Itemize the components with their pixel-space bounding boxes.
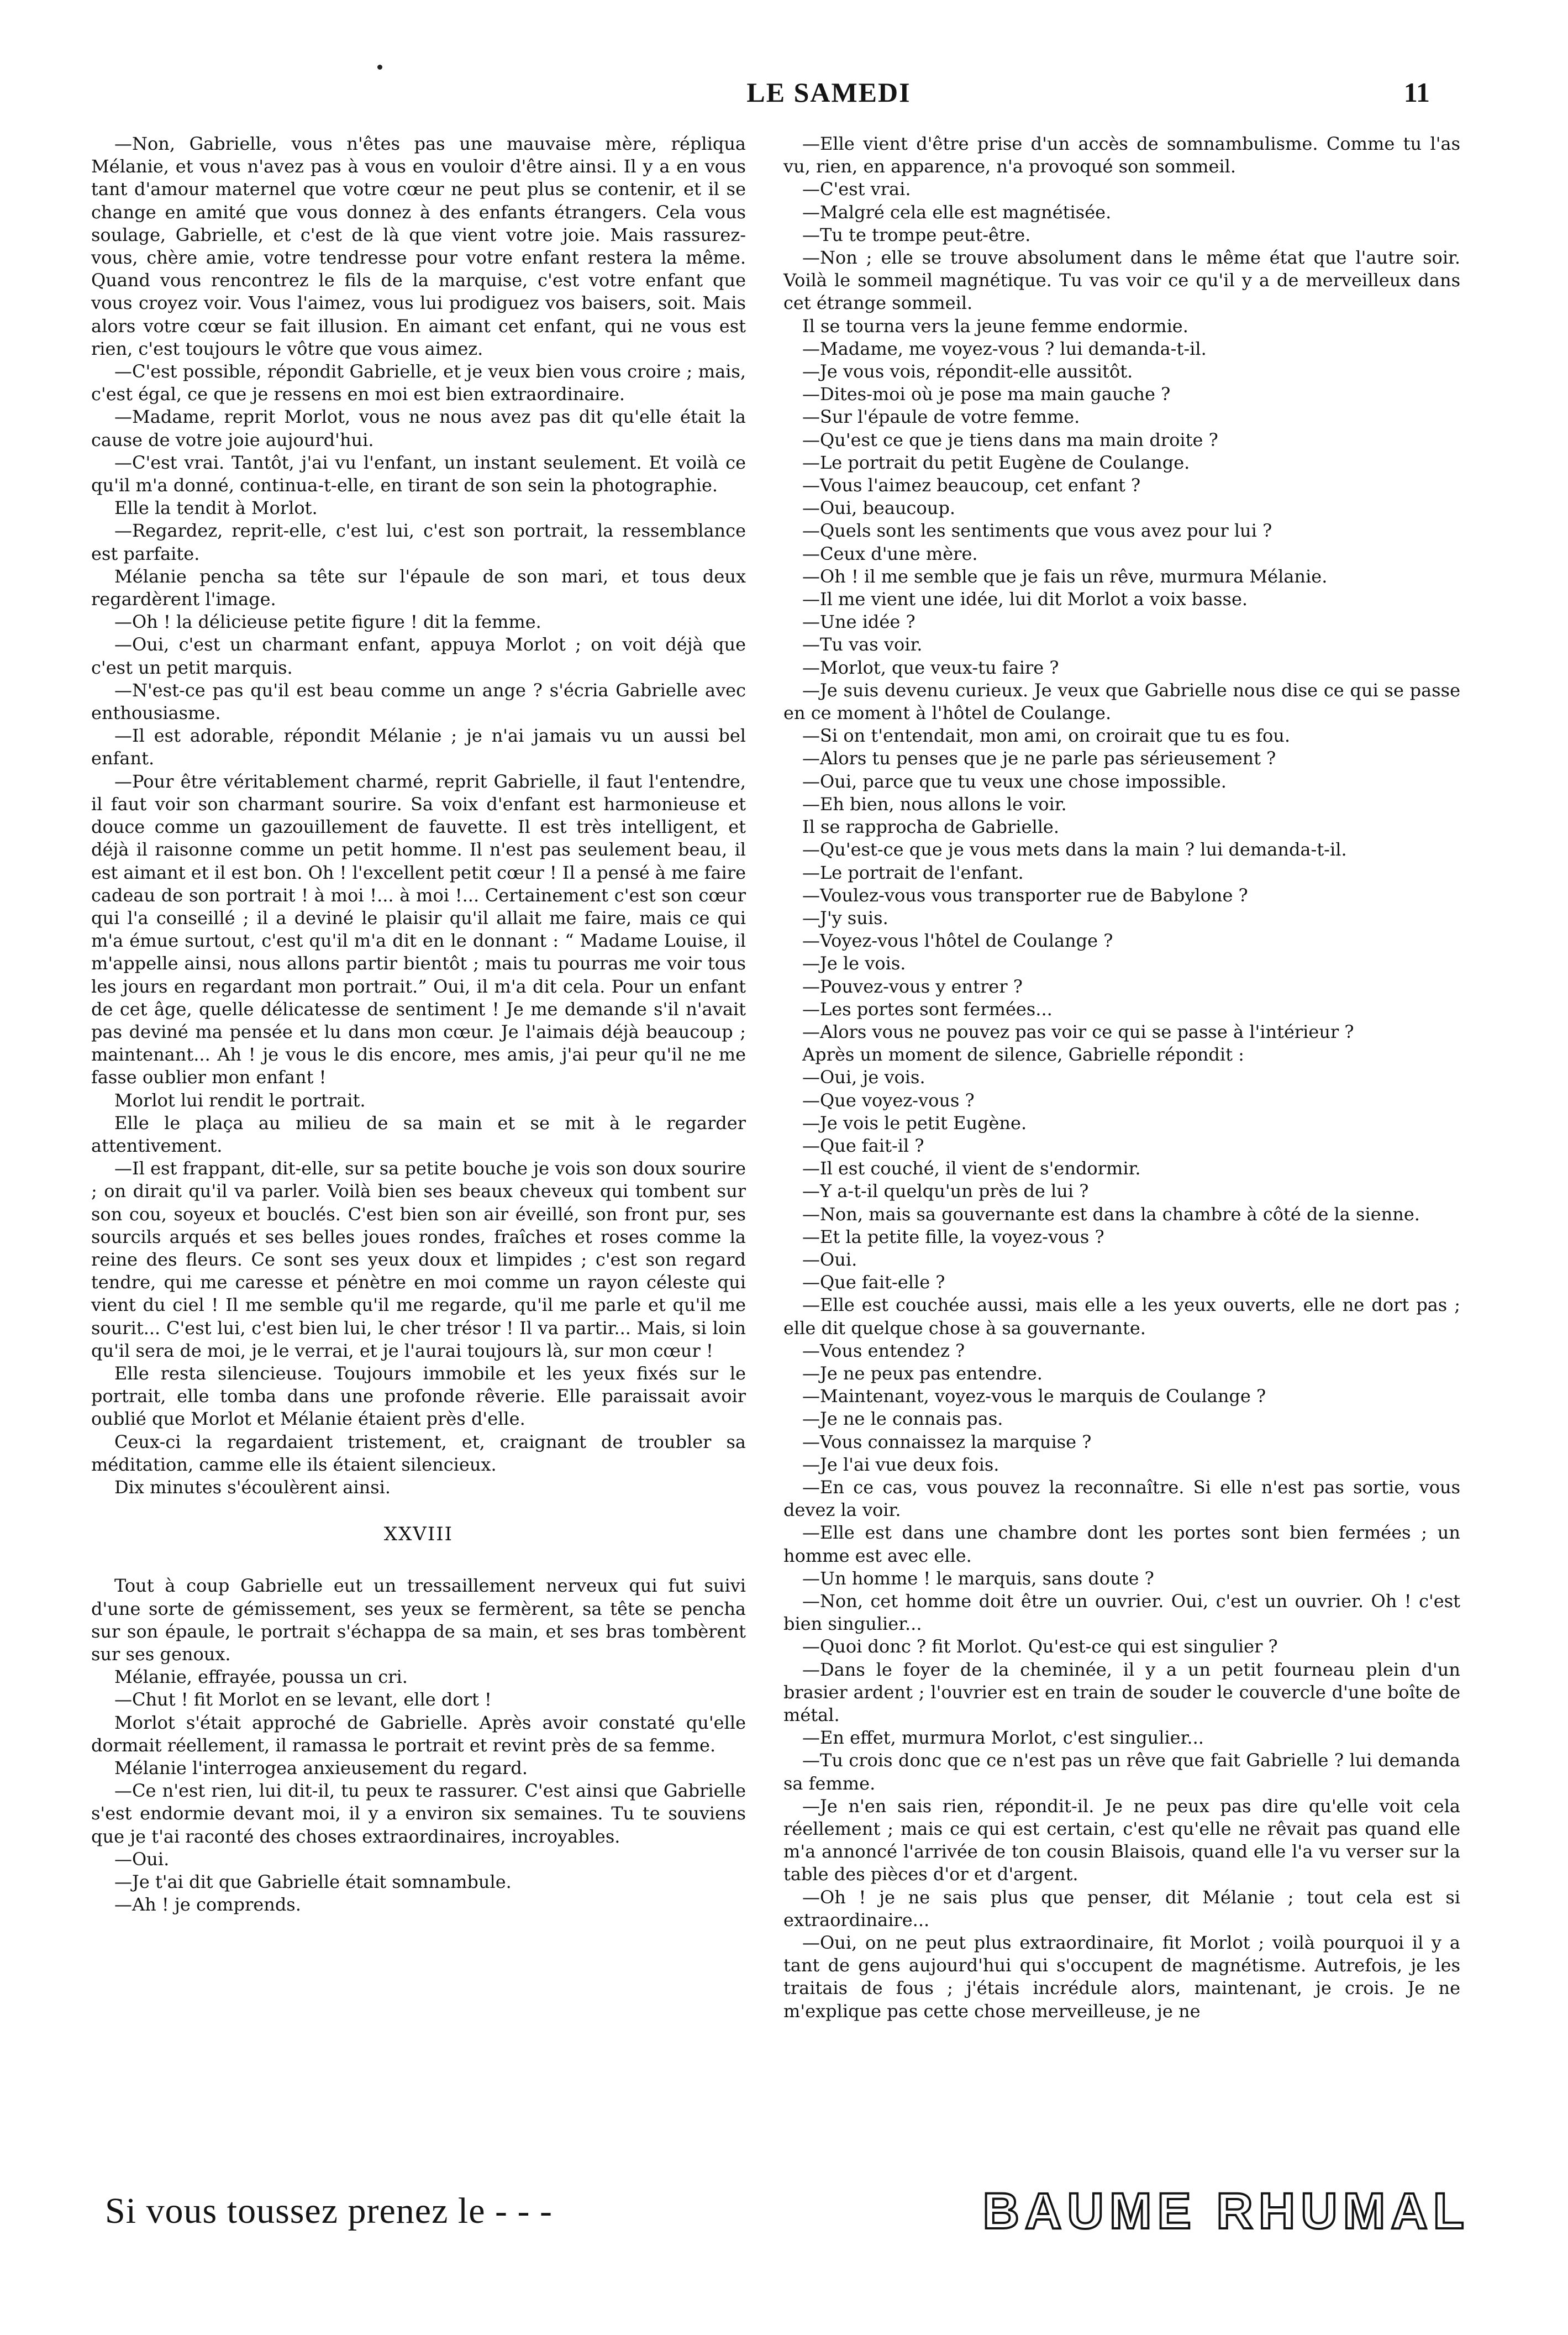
paragraph: Tout à coup Gabrielle eut un tressaillement nerveux qui fut suivi d'une sorte de gémissement, ses yeux se fermèrent, sa tête se pencha sur son épaule, le portrait s'échappa de sa main, et ses bras tombèrent sur ses genoux. [91, 1575, 746, 1665]
paragraph: —Que voyez-vous ? [802, 1089, 975, 1111]
paragraph: —Oui, parce que tu veux une chose impossible. [802, 770, 1227, 792]
chapter-heading: XXVIII [383, 1523, 454, 1546]
paragraph: Mélanie l'interrogea anxieusement du regard. [114, 1757, 528, 1779]
paragraph: —Alors vous ne pouvez pas voir ce qui se passe à l'intérieur ? [802, 1021, 1354, 1042]
paragraph: —Oui, beaucoup. [802, 497, 955, 519]
paragraph: —Dites-moi où je pose ma main gauche ? [802, 384, 1171, 405]
paragraph: —Je ne le connais pas. [802, 1408, 1003, 1430]
advertisement-brand: BAUME RHUMAL [982, 2183, 1470, 2239]
paragraph: —Ceux d'une mère. [802, 543, 978, 564]
paragraph: —Oh ! je ne sais plus que penser, dit Mélanie ; tout cela est si extraordinaire... [783, 1886, 1460, 1930]
paragraph: —Il est couché, il vient de s'endormir. [802, 1158, 1141, 1179]
paragraph: —Je t'ai dit que Gabrielle était somnambule. [114, 1871, 512, 1893]
paragraph: —Malgré cela elle est magnétisée. [802, 201, 1112, 223]
paragraph: —Non, mais sa gouvernante est dans la chambre à côté de la sienne. [802, 1203, 1420, 1225]
paragraph: —Eh bien, nous allons le voir. [802, 793, 1067, 815]
paragraph: —Oui, on ne peut plus extraordinaire, fit Morlot ; voilà pourquoi il y a tant de gens aujourd'hui qui s'occupent de magnétisme. Autrefois, je les traitais de fous ; j'étais incrédule alors, maintenant, je crois. Je ne m'explique pas cette chose merveilleuse, je ne [783, 1932, 1460, 2022]
ink-speck [377, 65, 382, 70]
paragraph: —Les portes sont fermées... [802, 998, 1053, 1020]
paragraph: —Vous connaissez la marquise ? [802, 1431, 1092, 1452]
paragraph: —Non, cet homme doit être un ouvrier. Oui, c'est un ouvrier. Oh ! c'est bien singulier... [783, 1591, 1460, 1635]
paragraph: Ceux-ci la regardaient tristement, et, craignant de troubler sa méditation, camme elle ils étaient silencieux. [91, 1431, 746, 1475]
paragraph: —Elle vient d'être prise d'un accès de somnambulisme. Comme tu l'as vu, rien, en apparence, n'a provoqué son sommeil. [783, 133, 1460, 177]
paragraph: —Vous l'aimez beaucoup, cet enfant ? [802, 475, 1141, 496]
paragraph: —Le portrait de l'enfant. [802, 862, 1024, 883]
paragraph: —Oui, je vois. [802, 1067, 925, 1088]
paragraph: —Non ; elle se trouve absolument dans le même état que l'autre soir. Voilà le sommeil magnétique. Tu vas voir ce qu'il y a de merveilleux dans cet étrange sommeil. [783, 247, 1460, 314]
paragraph: —Une idée ? [802, 611, 915, 633]
paragraph: —Morlot, que veux-tu faire ? [802, 657, 1059, 678]
right-column [783, 133, 1460, 2023]
paragraph: —Elle est dans une chambre dont les portes sont bien fermées ; un homme est avec elle. [783, 1522, 1460, 1566]
paragraph: —Quels sont les sentiments que vous avez pour lui ? [802, 520, 1272, 542]
paragraph: —Que fait-elle ? [802, 1272, 945, 1293]
paragraph: —Chut ! fit Morlot en se levant, elle dort ! [114, 1689, 492, 1710]
paragraph: —Un homme ! le marquis, sans doute ? [802, 1567, 1154, 1589]
paragraph: —Et la petite fille, la voyez-vous ? [802, 1226, 1104, 1247]
paragraph: Il se rapprocha de Gabrielle. [802, 816, 1060, 838]
paragraph: —C'est vrai. [802, 179, 911, 200]
paragraph: —Elle est couchée aussi, mais elle a les yeux ouverts, elle ne dort pas ; elle dit quelque chose à sa gouvernante. [783, 1294, 1460, 1339]
paragraph: Dix minutes s'écoulèrent ainsi. [114, 1476, 391, 1498]
paragraph: —Madame, me voyez-vous ? lui demanda-t-il. [802, 338, 1207, 359]
paragraph: —Tu te trompe peut-être. [802, 224, 1031, 245]
paragraph: —Je le vois. [802, 953, 906, 974]
paragraph: Morlot lui rendit le portrait. [114, 1089, 366, 1111]
paragraph: —Voulez-vous vous transporter rue de Babylone ? [802, 884, 1248, 906]
paragraph: Morlot s'était approché de Gabrielle. Après avoir constaté qu'elle dormait réellement, il ramassa le portrait et revint près de sa femme. [91, 1712, 746, 1756]
paragraph: —Ah ! je comprends. [114, 1894, 301, 1916]
page-number: 11 [1403, 77, 1430, 108]
paragraph: —Oui. [802, 1248, 857, 1270]
paragraph: —C'est possible, répondit Gabrielle, et je veux bien vous croire ; mais, c'est égal, ce que je ressens en moi est bien extraordinaire. [91, 361, 746, 405]
paragraph: —Alors tu penses que je ne parle pas sérieusement ? [802, 748, 1276, 769]
paragraph: Mélanie pencha sa tête sur l'épaule de son mari, et tous deux regardèrent l'image. [91, 565, 746, 610]
paragraph: —Je vous vois, répondit-elle aussitôt. [802, 361, 1133, 382]
paragraph: —Il me vient une idée, lui dit Morlot a voix basse. [802, 589, 1248, 610]
paragraph: —Regardez, reprit-elle, c'est lui, c'est son portrait, la ressemblance est parfaite. [91, 520, 746, 564]
paragraph: —Le portrait du petit Eugène de Coulange. [802, 452, 1190, 473]
paragraph: —Je n'en sais rien, répondit-il. Je ne peux pas dire qu'elle voit cela réellement ; mais ce qui est certain, c'est qu'elle ne rêvait pas quand elle m'a annoncé l'arrivée de ton cousin Blaisois, quand elle l'a vu verser sur la table des pièces d'or et d'argent. [783, 1795, 1460, 1885]
paragraph: —Je l'ai vue deux fois. [802, 1454, 999, 1475]
paragraph: —Sur l'épaule de votre femme. [802, 406, 1080, 428]
paragraph: —Voyez-vous l'hôtel de Coulange ? [802, 930, 1113, 952]
paragraph: —Oh ! il me semble que je fais un rêve, murmura Mélanie. [802, 565, 1328, 587]
left-column [91, 133, 746, 1916]
paragraph: —Oui. [114, 1848, 170, 1870]
paragraph: —Dans le foyer de la cheminée, il y a un petit fourneau plein d'un brasier ardent ; l'ouvrier est en train de souder le couvercle d'une boîte de métal. [783, 1659, 1460, 1726]
paragraph: —Ce n'est rien, lui dit-il, tu peux te rassurer. C'est ainsi que Gabrielle s'est endormie devant moi, il y a environ six semaines. Tu te souviens que je t'ai raconté des choses extraordinaires, incroyables. [91, 1780, 746, 1847]
paragraph: —En effet, murmura Morlot, c'est singulier... [802, 1727, 1204, 1749]
running-title: LE SAMEDI [746, 77, 911, 108]
advertisement-lead: Si vous toussez prenez le - - - [105, 2191, 553, 2231]
paragraph: —Je vois le petit Eugène. [802, 1112, 1027, 1134]
paragraph: —Il est adorable, répondit Mélanie ; je n'ai jamais vu un aussi bel enfant. [91, 725, 746, 769]
paragraph: —C'est vrai. Tantôt, j'ai vu l'enfant, un instant seulement. Et voilà ce qu'il m'a donné, continua-t-elle, en tirant de son sein la photographie. [91, 452, 746, 496]
paragraph: —N'est-ce pas qu'il est beau comme un ange ? s'écria Gabrielle avec enthousiasme. [91, 679, 746, 724]
paragraph: —Pour être véritablement charmé, reprit Gabrielle, il faut l'entendre, il faut voir son charmant sourire. Sa voix d'enfant est harmonieuse et douce comme un gazouillement de fauvette. Il est très intelligent, et déjà il raisonne comme un petit homme. Il n'est pas seulement beau, il est aimant et il est bon. Oh ! l'excellent petit cœur ! Il a pensé à me faire cadeau de son portrait ! à moi !... à moi !... Certainement c'est son cœur qui l'a conseillé ; il a deviné le plaisir qu'il allait me faire, mais ce qui m'a émue surtout, c'est qu'il m'a dit en le donnant : “ Madame Louise, il m'appelle ainsi, nous allons partir bientôt ; mais tu pourras me voir tous les jours en regardant mon portrait.” Oui, il m'a dit cela. Pour un enfant de cet âge, quelle délicatesse de sentiment ! Je me demande s'il n'avait pas deviné ma pensée et lu dans mon cœur. Je l'aimais déjà beaucoup ; maintenant... Ah ! je vous le dis encore, mes amis, j'ai peur qu'il ne me fasse oublier mon enfant ! [91, 770, 746, 1088]
paragraph: Il se tourna vers la jeune femme endormie. [802, 315, 1188, 337]
paragraph: —Si on t'entendait, mon ami, on croirait que tu es fou. [802, 725, 1291, 747]
paragraph: —Qu'est ce que je tiens dans ma main droite ? [802, 429, 1218, 450]
paragraph: —En ce cas, vous pouvez la reconnaître. Si elle n'est pas sortie, vous devez la voir. [783, 1476, 1460, 1521]
paragraph: —Maintenant, voyez-vous le marquis de Coulange ? [802, 1386, 1266, 1407]
paragraph: —Vous entendez ? [802, 1340, 965, 1361]
paragraph: —Y a-t-il quelqu'un près de lui ? [802, 1180, 1089, 1202]
paragraph: —Oh ! la délicieuse petite figure ! dit la femme. [114, 611, 541, 633]
paragraph: Mélanie, effrayée, poussa un cri. [114, 1666, 408, 1688]
paragraph: —Tu vas voir. [802, 634, 923, 655]
paragraph: —Oui, c'est un charmant enfant, appuya Morlot ; on voit déjà que c'est un petit marquis. [91, 634, 746, 678]
paragraph: —Que fait-il ? [802, 1135, 924, 1156]
paragraph: —Il est frappant, dit-elle, sur sa petite bouche je vois son doux sourire ; on dirait qu'il va parler. Voilà bien ses beaux cheveux qui tombent sur son cou, soyeux et bouclés. C'est bien son air éveillé, son front pur, ses sourcils arqués et ses belles joues rondes, fraîches et roses comme la reine des fleurs. Ce sont ses yeux doux et limpides ; c'est son regard tendre, qui me caresse et pénètre en moi comme un rayon céleste qui vient du ciel ! Il me semble qu'il me regarde, qu'il me parle et qu'il me sourit... C'est lui, c'est bien lui, le cher trésor ! Il va partir... Mais, si loin qu'il sera de moi, je le verrai, et je l'aurai toujours là, sur mon cœur ! [91, 1158, 746, 1361]
paragraph: —Non, Gabrielle, vous n'êtes pas une mauvaise mère, répliqua Mélanie, et vous n'avez pas à vous en vouloir d'être ainsi. Il y a en vous tant d'amour maternel que votre cœur ne peut plus se contenir, et il se change en amité que vous donnez à des enfants étrangers. Cela vous soulage, Gabrielle, et c'est de là que vient votre joie. Mais rassurez-vous, chère amie, votre tendresse pour votre enfant restera la même. Quand vous rencontrez le fils de la marquise, c'est votre enfant que vous croyez voir. Vous l'aimez, vous lui prodiguez vos baisers, soit. Mais alors votre cœur se fait illusion. En aimant cet enfant, qui ne vous est rien, c'est toujours le vôtre que vous aimez. [91, 133, 746, 359]
paragraph: —Tu crois donc que ce n'est pas un rêve que fait Gabrielle ? lui demanda sa femme. [783, 1750, 1460, 1794]
paragraph: Après un moment de silence, Gabrielle répondit : [802, 1044, 1244, 1066]
paragraph: —J'y suis. [802, 907, 888, 928]
paragraph: Elle le plaça au milieu de sa main et se mit à le regarder attentivement. [91, 1112, 746, 1156]
paragraph: Elle resta silencieuse. Toujours immobile et les yeux fixés sur le portrait, elle tomba dans une profonde rêverie. Elle paraissait avoir oublié que Morlot et Mélanie étaient près d'elle. [91, 1362, 746, 1430]
paragraph: —Je suis devenu curieux. Je veux que Gabrielle nous dise ce qui se passe en ce moment à l'hôtel de Coulange. [783, 679, 1460, 724]
paragraph: Elle la tendit à Morlot. [114, 497, 318, 519]
paragraph: —Je ne peux pas entendre. [802, 1362, 1043, 1384]
advertisement-banner [105, 2180, 1470, 2241]
paragraph: —Madame, reprit Morlot, vous ne nous avez pas dit qu'elle était la cause de votre joie aujourd'hui. [91, 406, 746, 450]
paragraph: —Quoi donc ? fit Morlot. Qu'est-ce qui est singulier ? [802, 1636, 1278, 1657]
paragraph: —Qu'est-ce que je vous mets dans la main ? lui demanda-t-il. [802, 839, 1347, 860]
paragraph: —Pouvez-vous y entrer ? [802, 975, 1023, 997]
